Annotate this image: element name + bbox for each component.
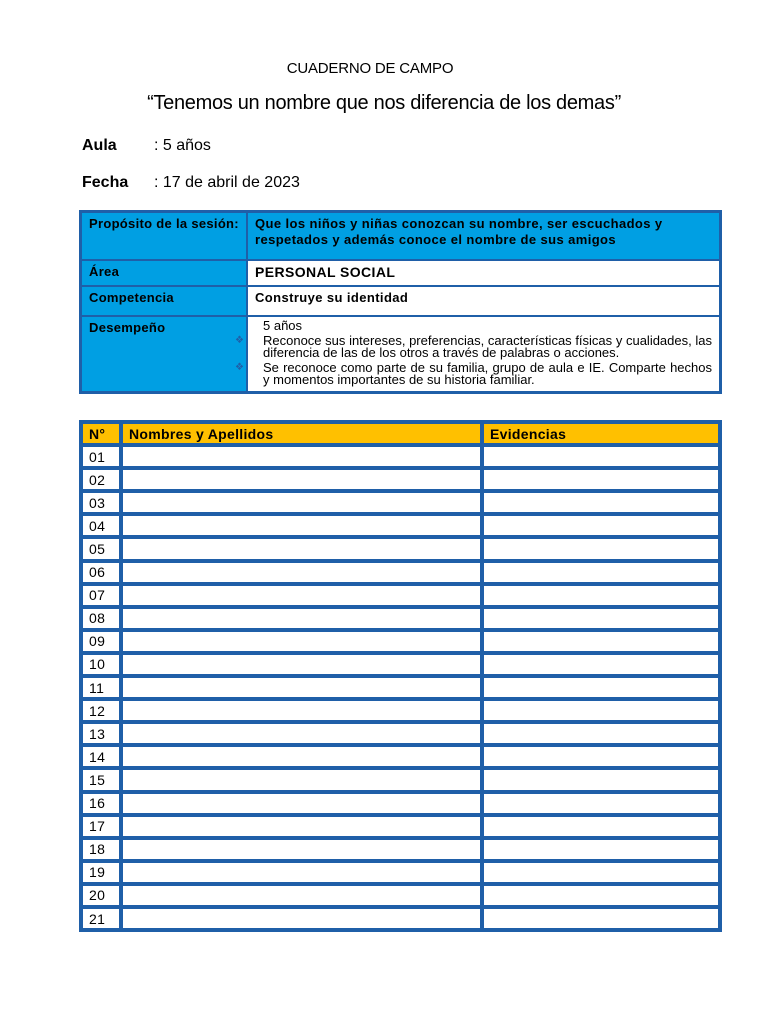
name-cell[interactable] [121,537,482,560]
row-number: 01 [81,445,121,468]
evidence-cell[interactable] [482,537,720,560]
name-cell[interactable] [121,815,482,838]
evidence-cell[interactable] [482,630,720,653]
table-row [81,768,720,791]
row-number: 04 [81,514,121,537]
row-number: 15 [81,768,121,791]
evidence-cell[interactable] [482,468,720,491]
student-list-table [79,420,722,932]
session-title: “Tenemos un nombre que nos diferencia de los demas” [147,92,621,114]
table-row [81,838,720,861]
table-row [81,537,720,560]
row-number: 17 [81,815,121,838]
evidence-cell[interactable] [482,768,720,791]
proposito-value: Que los niños y niñas conozcan su nombre, ser escuchados y respetados y además conoce el nombre de sus amigos [247,212,720,260]
row-number: 19 [81,861,121,884]
row-number: 02 [81,468,121,491]
evidence-cell[interactable] [482,815,720,838]
fecha-label: Fecha [82,174,129,191]
row-number: 09 [81,630,121,653]
aula-row [82,137,211,155]
name-cell[interactable] [121,653,482,676]
desempeno-item [235,360,712,387]
name-cell[interactable] [121,768,482,791]
table-row [81,861,720,884]
name-cell[interactable] [121,445,482,468]
row-number: 13 [81,722,121,745]
table-row [81,653,720,676]
column-names-header: Nombres y Apellidos [121,422,482,445]
name-cell[interactable] [121,699,482,722]
row-number: 05 [81,537,121,560]
table-row [81,445,720,468]
desempeno-item-text: Se reconoce como parte de su familia, grupo de aula e IE. Comparte hechos y momentos importantes de su historia familiar. [263,360,712,387]
name-cell[interactable] [121,630,482,653]
name-cell[interactable] [121,861,482,884]
desempeno-value [235,316,720,392]
table-row [81,815,720,838]
row-number: 08 [81,607,121,630]
name-cell[interactable] [121,907,482,930]
name-cell[interactable] [121,884,482,907]
table-row [81,584,720,607]
competencia-label: Competencia [81,286,247,316]
table-row [81,792,720,815]
diamond-bullet-icon: ❖ [235,362,244,373]
table-row [81,561,720,584]
column-evidence-header: Evidencias [482,422,720,445]
name-cell[interactable] [121,491,482,514]
row-number: 14 [81,745,121,768]
name-cell[interactable] [121,838,482,861]
evidence-cell[interactable] [482,491,720,514]
evidence-cell[interactable] [482,722,720,745]
desempeno-item-text: Reconoce sus intereses, preferencias, características físicas y cualidades, las diferencia de las de los otros a través de palabras o acciones. [263,333,712,360]
table-row [81,907,720,930]
evidence-cell[interactable] [482,699,720,722]
document-title: CUADERNO DE CAMPO [286,60,454,77]
diamond-bullet-icon: ❖ [235,335,244,346]
column-number-header: N° [81,422,121,445]
name-cell[interactable] [121,792,482,815]
fecha-row [82,174,300,192]
row-number: 03 [81,491,121,514]
name-cell[interactable] [121,561,482,584]
name-cell[interactable] [121,468,482,491]
evidence-cell[interactable] [482,745,720,768]
area-value: PERSONAL SOCIAL [247,260,720,286]
desempeno-item [235,333,712,360]
row-number: 20 [81,884,121,907]
table-row [81,699,720,722]
row-number: 10 [81,653,121,676]
table-row [81,468,720,491]
row-number: 11 [81,676,121,699]
name-cell[interactable] [121,745,482,768]
table-row [81,491,720,514]
evidence-cell[interactable] [482,561,720,584]
row-number: 06 [81,561,121,584]
desempeno-age: 5 años [263,318,303,333]
table-row [81,745,720,768]
fecha-value: : 17 de abril de 2023 [154,174,300,191]
name-cell[interactable] [121,607,482,630]
table-row [81,514,720,537]
name-cell[interactable] [121,722,482,745]
competencia-value: Construye su identidad [247,286,720,316]
table-row [81,884,720,907]
evidence-cell[interactable] [482,861,720,884]
proposito-label: Propósito de la sesión: [81,212,247,260]
table-header-row [81,422,720,445]
name-cell[interactable] [121,584,482,607]
area-label: Área [81,260,247,286]
aula-label: Aula [82,137,117,154]
name-cell[interactable] [121,676,482,699]
evidence-cell[interactable] [482,884,720,907]
evidence-cell[interactable] [482,792,720,815]
evidence-cell[interactable] [482,584,720,607]
evidence-cell[interactable] [482,653,720,676]
evidence-cell[interactable] [482,514,720,537]
evidence-cell[interactable] [482,838,720,861]
row-number: 18 [81,838,121,861]
table-row [81,676,720,699]
desempeno-label: Desempeño [81,316,247,392]
evidence-cell[interactable] [482,607,720,630]
row-number: 16 [81,792,121,815]
row-number: 12 [81,699,121,722]
row-number: 07 [81,584,121,607]
table-row [81,607,720,630]
evidence-cell[interactable] [482,676,720,699]
aula-value: : 5 años [154,137,211,154]
name-cell[interactable] [121,514,482,537]
evidence-cell[interactable] [482,907,720,930]
table-row [81,630,720,653]
table-row [81,722,720,745]
evidence-cell[interactable] [482,445,720,468]
session-info-table [79,210,722,394]
row-number: 21 [81,907,121,930]
